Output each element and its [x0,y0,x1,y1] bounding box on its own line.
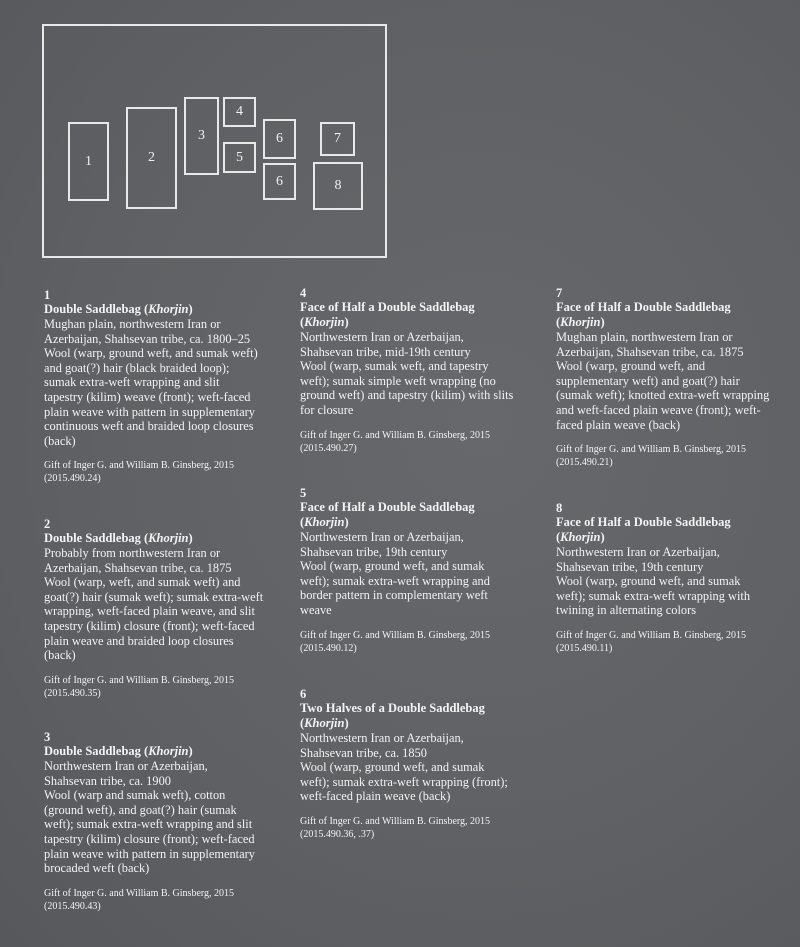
label-entry [44,288,284,485]
entry-number: 4 [300,286,307,300]
label-entry [300,486,540,655]
entry-number: 5 [300,486,307,500]
diagram-box-3 [184,97,219,175]
entry-number: 2 [44,517,51,531]
label-entry [556,286,796,469]
entry-title-italic: Khorjin [148,744,189,758]
entry-title: Face of Half a Double Saddlebag (Khorjin) [556,515,731,544]
diagram-box-7 [320,122,355,156]
diagram-label: 5 [236,149,243,165]
diagram-label: 8 [334,178,342,193]
entry-title: Double Saddlebag (Khorjin) [44,302,193,316]
entry-title: Double Saddlebag (Khorjin) [44,531,193,545]
entry-title-text: Double Saddlebag [44,744,141,758]
entry-title-italic: Khorjin [148,302,189,316]
entry-description: Probably from northwestern Iran or Azerbaijan, Shahsevan tribe, ca. 1875 Wool (warp, weft, and sumak weft) and goat(?) hair (sumak weft); sumak extra-weft wrapping, weft-faced plain weave, and slit tapestry (kilim) closure (front); weft-faced plain weave and braided loop closures (back) [44,546,264,663]
diagram-box-2 [126,107,177,209]
entry-title: Two Halves of a Double Saddlebag (Khorjin) [300,701,485,730]
entry-number: 7 [556,286,563,300]
diagram-label: 4 [236,104,243,119]
diagram-box-5 [223,142,256,173]
entry-number: 8 [556,501,563,515]
entry-description: Northwestern Iran or Azerbaijan, Shahsevan tribe, ca. 1900 Wool (warp and sumak weft), cotton (ground weft), and goat(?) hair (sumak weft); sumak extra-weft wrapping and slit tapestry (kilim) closure (front); weft-faced plain weave with pattern in supplementary brocaded weft (back) [44,759,255,876]
diagram-box-4 [223,97,256,127]
diagram-label: 2 [148,150,155,165]
entry-number: 3 [44,730,51,744]
entry-description: Northwestern Iran or Azerbaijan, Shahsevan tribe, mid-19th century Wool (warp, sumak weft, and tapestry weft); sumak simple weft wrapping (no ground weft) and tapestry (kilim) with slits for closure [300,330,514,417]
diagram-label: 1 [85,153,92,169]
label-entry [44,517,284,700]
entry-credit: Gift of Inger G. and William B. Ginsberg, 2015 (2015.490.24) [44,460,235,485]
entry-title-italic: Khorjin [560,530,601,544]
entry-title: Face of Half a Double Saddlebag (Khorjin) [556,300,731,329]
entry-title: Face of Half a Double Saddlebag (Khorjin) [300,500,475,529]
label-entry [300,687,540,841]
diagram-box-6-bottom [263,163,296,200]
diagram-label: 7 [334,131,341,146]
entry-number: 1 [44,288,51,302]
case-layout-diagram [42,24,387,258]
entry-credit: Gift of Inger G. and William B. Ginsberg, 2015 (2015.490.35) [44,674,235,699]
entry-credit: Gift of Inger G. and William B. Ginsberg, 2015 (2015.490.21) [556,444,747,469]
diagram-label: 3 [198,128,205,143]
entry-description: Northwestern Iran or Azerbaijan, Shahsevan tribe, 19th century Wool (warp, ground weft, and sumak weft); sumak extra-weft wrapping with twining in alternating colors [556,545,751,618]
entry-number: 6 [300,687,307,701]
entry-credit: Gift of Inger G. and William B. Ginsberg, 2015 (2015.490.43) [44,887,235,912]
diagram-box-1 [68,122,109,201]
entry-title-text: Face of Half a Double Saddlebag [300,300,475,314]
entry-credit: Gift of Inger G. and William B. Ginsberg, 2015 (2015.490.27) [300,429,491,454]
entry-credit: Gift of Inger G. and William B. Ginsberg, 2015 (2015.490.36, .37) [300,815,491,840]
entry-title-text: Double Saddlebag [44,302,141,316]
entry-title-text: Double Saddlebag [44,531,141,545]
entry-description: Mughan plain, northwestern Iran or Azerbaijan, Shahsevan tribe, ca. 1800–25 Wool (warp, ground weft, and sumak weft) and goat(?) hair (black braided loop); sumak extra-weft wrapping and slit tapestry (kilim) weave (front); weft-faced plain weave with pattern in supplementary continuous weft and braided loop closures (back) [44,317,258,448]
entry-description: Northwestern Iran or Azerbaijan, Shahsevan tribe, 19th century Wool (warp, ground weft, and sumak weft); sumak extra-weft wrapping and border pattern in complementary weft weave [300,530,490,617]
entry-title-text: Face of Half a Double Saddlebag [300,500,475,514]
entry-title: Face of Half a Double Saddlebag (Khorjin) [300,300,475,329]
entry-description: Northwestern Iran or Azerbaijan, Shahsevan tribe, ca. 1850 Wool (warp, ground weft, and sumak weft); sumak extra-weft wrapping (front); weft-faced plain weave (back) [300,731,508,804]
entry-title-text: Two Halves of a Double Saddlebag [300,701,485,715]
entry-description: Mughan plain, northwestern Iran or Azerbaijan, Shahsevan tribe, ca. 1875 Wool (warp, ground weft, and supplementary weft) and goat(?) hair (sumak weft); knotted extra-weft wrapping and weft-faced plain weave (front); weft- faced plain weave (back) [556,330,770,432]
label-entry [556,501,796,655]
entry-title-italic: Khorjin [304,716,345,730]
diagram-label: 6 [276,131,283,146]
entry-title: Double Saddlebag (Khorjin) [44,744,193,758]
entry-title-text: Face of Half a Double Saddlebag [556,515,731,529]
entry-title-text: Face of Half a Double Saddlebag [556,300,731,314]
entry-title-italic: Khorjin [304,515,345,529]
entry-credit: Gift of Inger G. and William B. Ginsberg, 2015 (2015.490.11) [556,629,747,654]
label-entry [300,286,540,455]
entry-title-italic: Khorjin [560,315,601,329]
entry-credit: Gift of Inger G. and William B. Ginsberg, 2015 (2015.490.12) [300,629,491,654]
diagram-label: 6 [276,173,283,189]
entry-title-italic: Khorjin [304,315,345,329]
entry-title-italic: Khorjin [148,531,189,545]
diagram-box-6-top [263,119,296,159]
diagram-box-8 [313,162,363,210]
label-entry [44,730,284,913]
